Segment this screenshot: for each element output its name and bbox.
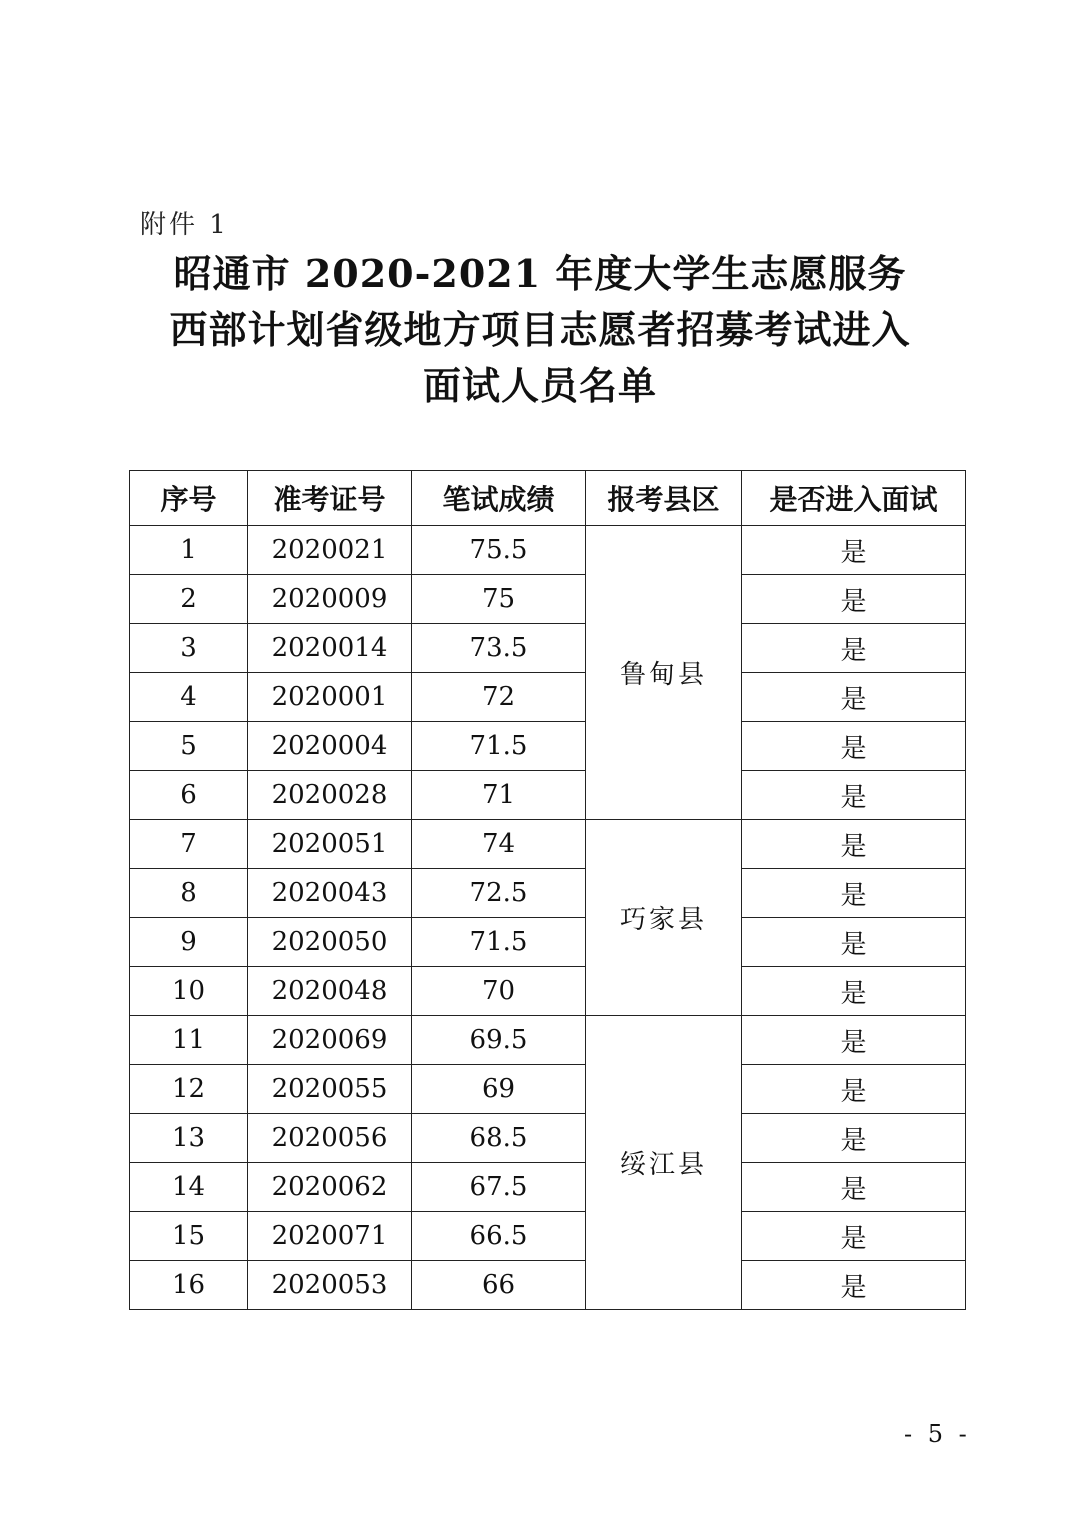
cell-interview-status: 是 [742,771,966,820]
cell-serial-no: 12 [130,1065,248,1114]
cell-serial-no: 3 [130,624,248,673]
cell-written-score: 70 [412,967,586,1016]
table-row [130,722,966,771]
cell-serial-no: 15 [130,1212,248,1261]
cell-ticket-no: 2020053 [248,1261,412,1310]
cell-ticket-no: 2020021 [248,526,412,575]
cell-written-score: 72.5 [412,869,586,918]
table-row [130,1065,966,1114]
title-line-1: 昭通市 2020-2021 年度大学生志愿服务 [173,251,907,296]
table-row [130,771,966,820]
cell-interview-status: 是 [742,526,966,575]
table-body [130,526,966,1310]
cell-written-score: 72 [412,673,586,722]
table-row [130,624,966,673]
cell-written-score: 67.5 [412,1163,586,1212]
cell-written-score: 66.5 [412,1212,586,1261]
cell-interview-status: 是 [742,673,966,722]
cell-written-score: 73.5 [412,624,586,673]
cell-ticket-no: 2020009 [248,575,412,624]
cell-serial-no: 8 [130,869,248,918]
cell-written-score: 71.5 [412,918,586,967]
title-line-3: 面试人员名单 [422,363,657,408]
cell-serial-no: 10 [130,967,248,1016]
cell-written-score: 74 [412,820,586,869]
cell-written-score: 69.5 [412,1016,586,1065]
cell-county: 绥江县 [586,1016,742,1310]
cell-serial-no: 6 [130,771,248,820]
cell-serial-no: 13 [130,1114,248,1163]
table-row [130,673,966,722]
cell-ticket-no: 2020028 [248,771,412,820]
cell-serial-no: 9 [130,918,248,967]
cell-interview-status: 是 [742,1114,966,1163]
cell-county: 巧家县 [586,820,742,1016]
table-row [130,575,966,624]
cell-ticket-no: 2020004 [248,722,412,771]
cell-written-score: 69 [412,1065,586,1114]
cell-interview-status: 是 [742,624,966,673]
cell-interview-status: 是 [742,1212,966,1261]
cell-written-score: 66 [412,1261,586,1310]
cell-serial-no: 7 [130,820,248,869]
table-row [130,526,966,575]
cell-serial-no: 4 [130,673,248,722]
header-written-score: 笔试成绩 [412,471,586,526]
cell-interview-status: 是 [742,1261,966,1310]
cell-serial-no: 16 [130,1261,248,1310]
cell-ticket-no: 2020050 [248,918,412,967]
cell-interview-status: 是 [742,722,966,771]
candidate-table [129,470,966,1310]
table-row [130,967,966,1016]
header-county: 报考县区 [586,471,742,526]
cell-ticket-no: 2020048 [248,967,412,1016]
cell-ticket-no: 2020043 [248,869,412,918]
title-line-2: 西部计划省级地方项目志愿者招募考试进入 [169,307,911,352]
table-row [130,1016,966,1065]
cell-ticket-no: 2020055 [248,1065,412,1114]
attachment-label: 附件 1 [140,210,229,240]
document-title [0,246,1080,414]
table-row [130,1114,966,1163]
cell-county: 鲁甸县 [586,526,742,820]
cell-written-score: 68.5 [412,1114,586,1163]
cell-ticket-no: 2020051 [248,820,412,869]
cell-written-score: 71.5 [412,722,586,771]
header-ticket-no: 准考证号 [248,471,412,526]
cell-written-score: 75.5 [412,526,586,575]
cell-interview-status: 是 [742,1016,966,1065]
cell-ticket-no: 2020001 [248,673,412,722]
cell-interview-status: 是 [742,1065,966,1114]
cell-ticket-no: 2020014 [248,624,412,673]
cell-written-score: 71 [412,771,586,820]
cell-serial-no: 14 [130,1163,248,1212]
cell-ticket-no: 2020071 [248,1212,412,1261]
table-row [130,1163,966,1212]
cell-ticket-no: 2020062 [248,1163,412,1212]
cell-ticket-no: 2020056 [248,1114,412,1163]
table-row [130,820,966,869]
page-number: - 5 - [904,1420,971,1448]
cell-written-score: 75 [412,575,586,624]
cell-interview-status: 是 [742,1163,966,1212]
cell-interview-status: 是 [742,967,966,1016]
table-row [130,1261,966,1310]
cell-interview-status: 是 [742,918,966,967]
header-interview: 是否进入面试 [742,471,966,526]
cell-interview-status: 是 [742,575,966,624]
table-row [130,1212,966,1261]
table-row [130,918,966,967]
cell-serial-no: 1 [130,526,248,575]
cell-serial-no: 5 [130,722,248,771]
cell-serial-no: 2 [130,575,248,624]
header-serial-no: 序号 [130,471,248,526]
cell-interview-status: 是 [742,869,966,918]
cell-interview-status: 是 [742,820,966,869]
cell-ticket-no: 2020069 [248,1016,412,1065]
cell-serial-no: 11 [130,1016,248,1065]
table-row [130,869,966,918]
table-header-row [130,471,966,526]
